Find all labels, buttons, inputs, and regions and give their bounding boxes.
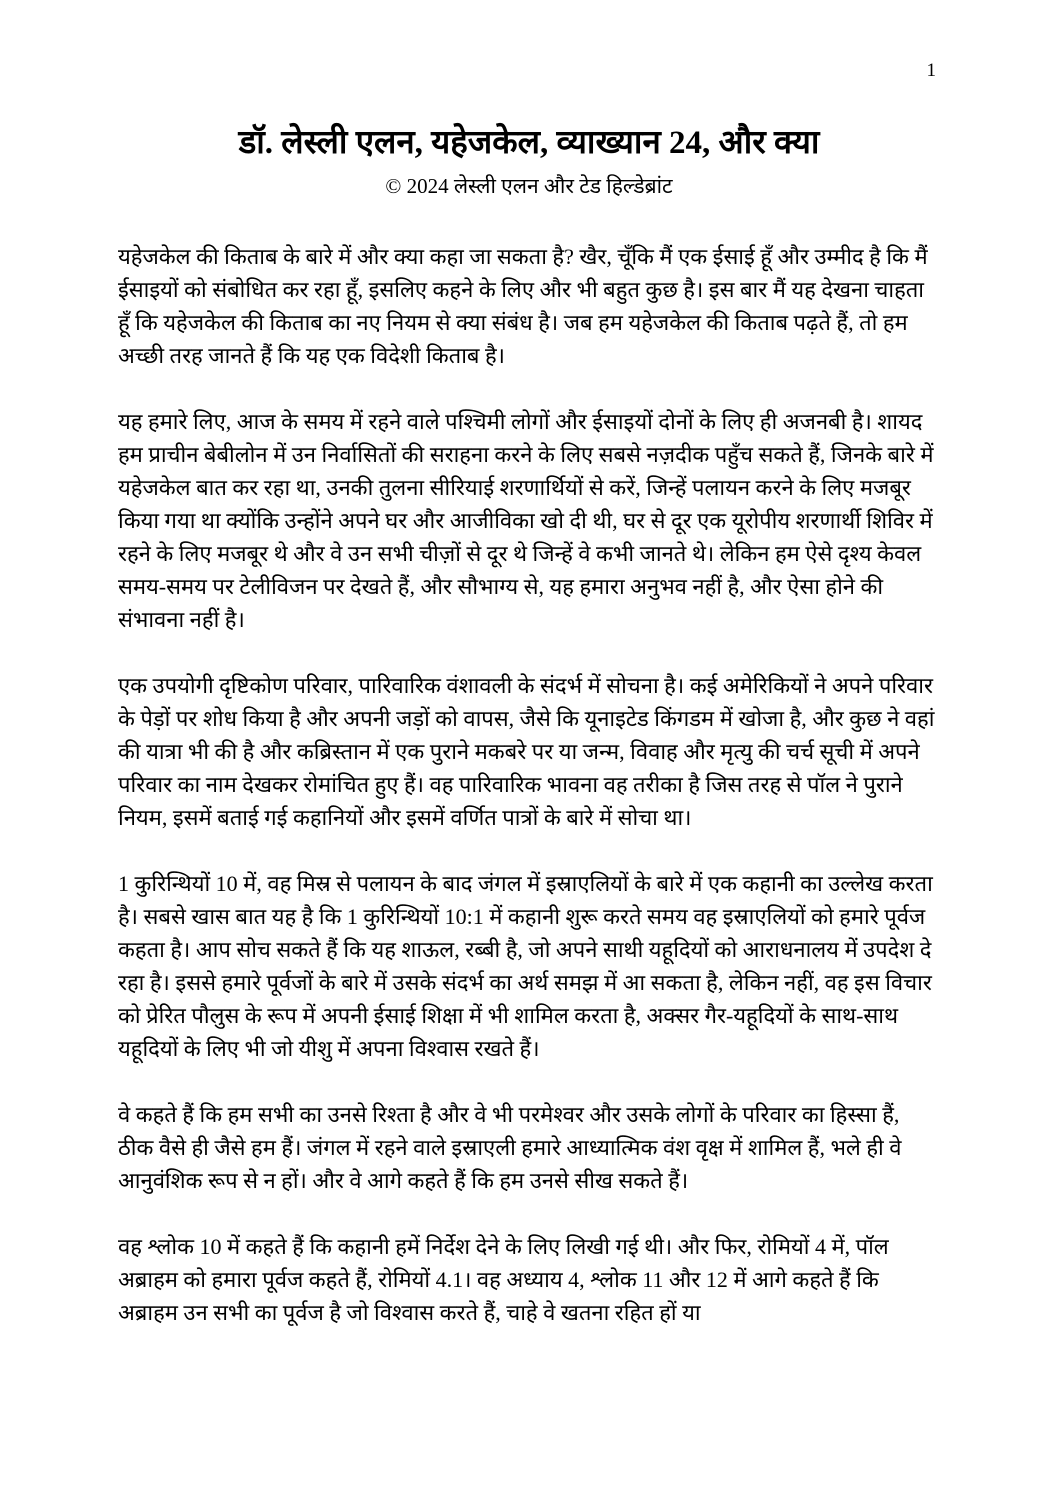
- paragraph: यहेजकेल की किताब के बारे में और क्या कहा जा सकता है? खैर, चूँकि मैं एक ईसाई हूँ और उम्मीद है कि मैं ईसाइयों को संबोधित कर रहा हूँ, इसलिए कहने के लिए और भी बहुत कुछ है। इस बार मैं यह देखना चाहता हूँ कि यहेजकेल की किताब का नए नियम से क्या संबंध है। जब हम यहेजकेल की किताब पढ़ते हैं, तो हम अच्छी तरह जानते हैं कि यह एक विदेशी किताब है।: [118, 244, 928, 369]
- paragraph: 1 कुरिन्थियों 10 में, वह मिस्र से पलायन के बाद जंगल में इस्राएलियों के बारे में एक कहानी का उल्लेख करता है। सबसे खास बात यह है कि 1 कुरिन्थियों 10:1 में कहानी शुरू करते समय वह इस्राएलियों को हमारे पूर्वज कहता है। आप सोच सकते हैं कि यह शाऊल, रब्बी है, जो अपने साथी यहूदियों को आराधनालय में उपदेश दे रहा है। इससे हमारे पूर्वजों के बारे में उसके संदर्भ का अर्थ समझ में आ सकता है, लेकिन नहीं, वह इस विचार को प्रेरित पौलुस के रूप में अपनी ईसाई शिक्षा में भी शामिल करता है, अक्सर गैर-यहूदियों के साथ-साथ यहूदियों के लिए भी जो यीशु में अपना विश्वास रखते हैं।: [118, 871, 933, 1062]
- document-title: डॉ. लेस्ली एलन, यहेजकेल, व्याख्यान 24, और क्या: [238, 125, 820, 161]
- paragraph: वह श्लोक 10 में कहते हैं कि कहानी हमें निर्देश देने के लिए लिखी गई थी। और फिर, रोमियों 4 में, पॉल अब्राहम को हमारा पूर्वज कहते हैं, रोमियों 4.1। वह अध्याय 4, श्लोक 11 और 12 में आगे कहते हैं कि अब्राहम उन सभी का पूर्वज है जो विश्वास करते हैं, चाहे वे खतना रहित हों या: [118, 1234, 889, 1326]
- paragraph: यह हमारे लिए, आज के समय में रहने वाले पश्चिमी लोगों और ईसाइयों दोनों के लिए ही अजनबी है। शायद हम प्राचीन बेबीलोन में उन निर्वासितों की सराहना करने के लिए सबसे नज़दीक पहुँच सकते हैं, जिनके बारे में यहेजकेल बात कर रहा था, उनकी तुलना सीरियाई शरणार्थियों से करें, जिन्हें पलायन करने के लिए मजबूर किया गया था क्योंकि उन्होंने अपने घर और आजीविका खो दी थी, घर से दूर एक यूरोपीय शरणार्थी शिविर में रहने के लिए मजबूर थे और वे उन सभी चीज़ों से दूर थे जिन्हें वे कभी जानते थे। लेकिन हम ऐसे दृश्य केवल समय-समय पर टेलीविजन पर देखते हैं, और सौभाग्य से, यह हमारा अनुभव नहीं है, और ऐसा होने की संभावना नहीं है।: [118, 409, 934, 633]
- copyright-line: © 2024 लेस्ली एलन और टेड हिल्डेब्रांट: [385, 174, 673, 199]
- paragraph: वे कहते हैं कि हम सभी का उनसे रिश्ता है और वे भी परमेश्वर और उसके लोगों के परिवार का हिस्सा हैं, ठीक वैसे ही जैसे हम हैं। जंगल में रहने वाले इस्राएली हमारे आध्यात्मिक वंश वृक्ष में शामिल हैं, भले ही वे आनुवंशिक रूप से न हों। और वे आगे कहते हैं कि हम उनसे सीख सकते हैं।: [118, 1102, 902, 1194]
- paragraph: एक उपयोगी दृष्टिकोण परिवार, पारिवारिक वंशावली के संदर्भ में सोचना है। कई अमेरिकियों ने अपने परिवार के पेड़ों पर शोध किया है और अपनी जड़ों को वापस, जैसे कि यूनाइटेड किंगडम में खोजा है, और कुछ ने वहां की यात्रा भी की है और कब्रिस्तान में एक पुराने मकबरे पर या जन्म, विवाह और मृत्यु की चर्च सूची में अपने परिवार का नाम देखकर रोमांचित हुए हैं। वह पारिवारिक भावना वह तरीका है जिस तरह से पॉल ने पुराने नियम, इसमें बताई गई कहानियों और इसमें वर्णित पात्रों के बारे में सोचा था।: [118, 673, 935, 831]
- page-number: 1: [926, 60, 936, 81]
- document-body: [118, 240, 940, 1329]
